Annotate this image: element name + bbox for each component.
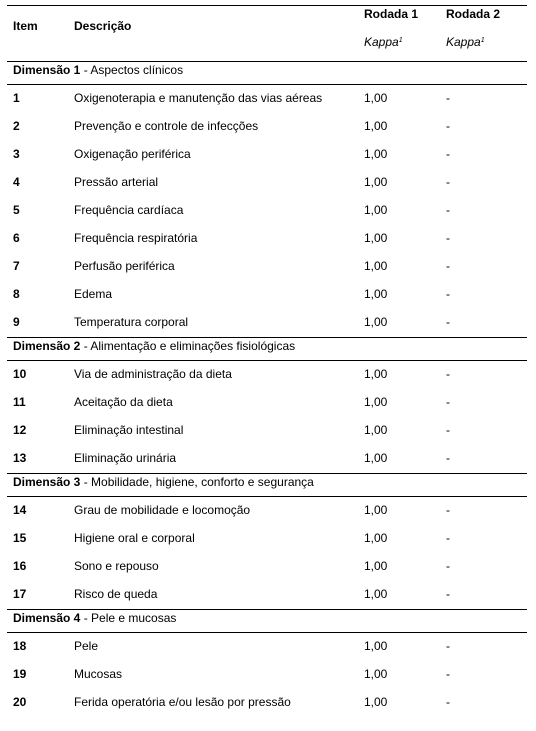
- row-description: Higiene oral e corporal: [74, 531, 195, 545]
- row-kappa-rodada-1: 1,00: [364, 423, 388, 437]
- row-item-number: 15: [13, 531, 27, 545]
- row-kappa-rodada-1: 1,00: [364, 395, 388, 409]
- section-rule: [7, 61, 527, 62]
- row-description: Perfusão periférica: [74, 259, 175, 273]
- row-description: Pressão arterial: [74, 175, 159, 189]
- row-description: Pele: [74, 639, 99, 653]
- row-item-number: 8: [13, 287, 20, 301]
- row-kappa-rodada-1: 1,00: [364, 667, 388, 681]
- row-description: Ferida operatória e/ou lesão por pressão: [74, 695, 291, 709]
- row-kappa-rodada-1: 1,00: [364, 503, 388, 517]
- row-kappa-rodada-2: -: [446, 395, 450, 409]
- row-item-number: 6: [13, 231, 20, 245]
- row-kappa-rodada-2: -: [446, 315, 450, 329]
- row-kappa-rodada-2: -: [446, 559, 450, 573]
- row-item-number: 11: [13, 395, 26, 409]
- row-kappa-rodada-1: 1,00: [364, 147, 388, 161]
- section-header-rule: [7, 84, 527, 85]
- section-label: Dimensão 3: [13, 475, 81, 489]
- section-rule: [7, 609, 527, 610]
- col-header-rodada-1: Rodada 1: [364, 7, 419, 21]
- row-item-number: 13: [13, 451, 27, 465]
- row-item-number: 14: [13, 503, 27, 517]
- row-kappa-rodada-2: -: [446, 423, 450, 437]
- row-kappa-rodada-2: -: [446, 639, 450, 653]
- row-item-number: 18: [13, 639, 27, 653]
- row-description: Eliminação urinária: [74, 451, 177, 465]
- section-header-rule: [7, 360, 527, 361]
- row-kappa-rodada-1: 1,00: [364, 203, 388, 217]
- row-kappa-rodada-1: 1,00: [364, 695, 388, 709]
- row-kappa-rodada-2: -: [446, 91, 450, 105]
- row-description: Via de administração da dieta: [74, 367, 232, 381]
- row-item-number: 16: [13, 559, 27, 573]
- col-header-item: Item: [13, 19, 38, 33]
- col-header-descricao: Descrição: [74, 19, 132, 33]
- row-kappa-rodada-1: 1,00: [364, 259, 388, 273]
- row-description: Temperatura corporal: [74, 315, 189, 329]
- row-description: Frequência cardíaca: [74, 203, 184, 217]
- row-description: Risco de queda: [74, 587, 158, 601]
- col-subheader-kappa-2: Kappa$^1$: [446, 35, 485, 49]
- row-kappa-rodada-2: -: [446, 587, 450, 601]
- row-kappa-rodada-1: 1,00: [364, 451, 388, 465]
- row-item-number: 17: [13, 587, 27, 601]
- section-header: [13, 475, 314, 489]
- row-kappa-rodada-2: -: [446, 451, 450, 465]
- row-item-number: 2: [13, 119, 20, 133]
- row-item-number: 3: [13, 147, 20, 161]
- row-item-number: 4: [13, 175, 20, 189]
- section-label: Dimensão 2: [13, 339, 81, 353]
- row-item-number: 1: [13, 91, 20, 105]
- section-label: Dimensão 1: [13, 63, 81, 77]
- row-kappa-rodada-2: -: [446, 287, 450, 301]
- row-description: Grau de mobilidade e locomoção: [74, 503, 251, 517]
- row-kappa-rodada-2: -: [446, 695, 450, 709]
- row-description: Frequência respiratória: [74, 231, 198, 245]
- row-kappa-rodada-2: -: [446, 119, 450, 133]
- section-title: - Mobilidade, higiene, conforto e segurança: [80, 475, 314, 489]
- row-kappa-rodada-1: 1,00: [364, 531, 388, 545]
- row-description: Mucosas: [74, 667, 123, 681]
- row-kappa-rodada-1: 1,00: [364, 231, 388, 245]
- row-kappa-rodada-2: -: [446, 531, 450, 545]
- section-title: - Aspectos clínicos: [80, 63, 184, 77]
- row-item-number: 10: [13, 367, 27, 381]
- section-header: [13, 63, 183, 77]
- row-kappa-rodada-1: 1,00: [364, 315, 388, 329]
- row-description: Aceitação da dieta: [74, 395, 173, 409]
- row-kappa-rodada-1: 1,00: [364, 587, 388, 601]
- section-label: Dimensão 4: [13, 611, 81, 625]
- row-item-number: 7: [13, 259, 20, 273]
- row-kappa-rodada-2: -: [446, 667, 450, 681]
- row-item-number: 19: [13, 667, 27, 681]
- section-rule: [7, 337, 527, 338]
- row-kappa-rodada-1: 1,00: [364, 367, 388, 381]
- row-kappa-rodada-1: 1,00: [364, 559, 388, 573]
- row-kappa-rodada-2: -: [446, 147, 450, 161]
- row-description: Oxigenação periférica: [74, 147, 191, 161]
- col-subheader-kappa-1: Kappa$^1$: [364, 35, 403, 49]
- col-header-rodada-2: Rodada 2: [446, 7, 501, 21]
- section-rule: [7, 473, 527, 474]
- row-description: Sono e repouso: [74, 559, 159, 573]
- section-title: - Pele e mucosas: [80, 611, 177, 625]
- row-description: Oxigenoterapia e manutenção das vias aéreas: [74, 91, 323, 105]
- row-item-number: 20: [13, 695, 27, 709]
- section-title: - Alimentação e eliminações fisiológicas: [80, 339, 296, 353]
- section-header-rule: [7, 632, 527, 633]
- row-kappa-rodada-2: -: [446, 503, 450, 517]
- row-kappa-rodada-1: 1,00: [364, 175, 388, 189]
- section-header: [13, 611, 176, 625]
- row-kappa-rodada-2: -: [446, 367, 450, 381]
- row-kappa-rodada-2: -: [446, 203, 450, 217]
- section-header: [13, 339, 295, 353]
- row-kappa-rodada-2: -: [446, 259, 450, 273]
- row-description: Eliminação intestinal: [74, 423, 184, 437]
- row-item-number: 12: [13, 423, 27, 437]
- row-description: Prevenção e controle de infecções: [74, 119, 259, 133]
- row-kappa-rodada-1: 1,00: [364, 287, 388, 301]
- row-kappa-rodada-2: -: [446, 231, 450, 245]
- row-item-number: 9: [13, 315, 20, 329]
- row-kappa-rodada-1: 1,00: [364, 639, 388, 653]
- row-kappa-rodada-2: -: [446, 175, 450, 189]
- row-kappa-rodada-1: 1,00: [364, 119, 388, 133]
- row-kappa-rodada-1: 1,00: [364, 91, 388, 105]
- section-header-rule: [7, 496, 527, 497]
- row-description: Edema: [74, 287, 113, 301]
- table-top-rule: [7, 5, 527, 6]
- row-item-number: 5: [13, 203, 20, 217]
